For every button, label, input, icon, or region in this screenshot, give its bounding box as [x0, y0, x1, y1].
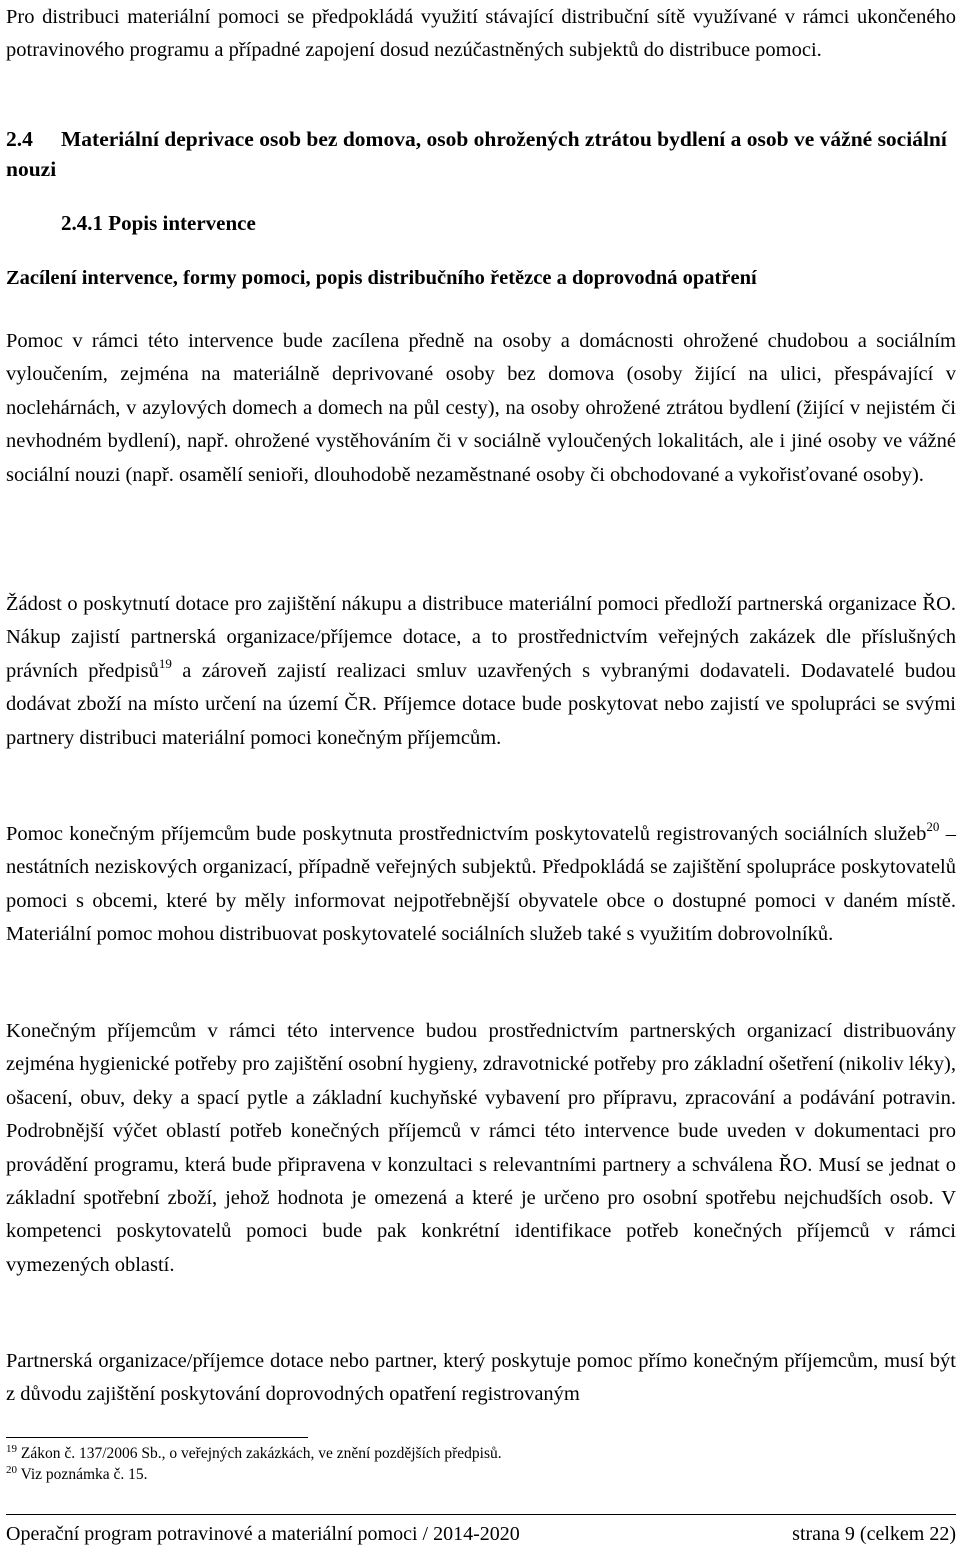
paragraph-aid-delivery — [6, 818, 956, 952]
section-number: 2.4 — [6, 127, 33, 151]
intro-paragraph: Pro distribuci materiální pomoci se předpokládá využití stávající distribuční sítě využívané v rámci ukončeného potravinového programu a případné zapojení dosud nezúčastněných subjektů do distribuce pomoci. — [6, 6, 956, 62]
footnote-ref-19[interactable]: 19 — [158, 655, 172, 671]
paragraph-text: Žádost o poskytnutí dotace pro zajištění nákupu a distribuce materiální pomoci předloží partnerská organizace ŘO. Nákup zajistí partnerská organizace/příjemce dotace, a to prostřednictvím veřejných zakázek dle příslušných právních předpisů — [6, 593, 956, 682]
paragraph-target-groups: Pomoc v rámci této intervence bude zacílena předně na osoby a domácnosti ohrožené chudobou a sociálním vyloučením, zejména na materiálně deprivované osoby bez domova (osoby žijící na ulici, přespávající v noclehárnách, v azylových domech a domech na půl cesty), na osoby ohrožené ztrátou bydlení (žijící v nejistém či nevhodném bydlení), např. ohrožené vystěhováním či v sociálně vyloučených lokalitách, ale i jiné osoby ve vážné sociální nouzi (např. osamělí senioři, dlouhodobě nezaměstnané osoby či obchodované a vykořisťované osoby). — [6, 330, 956, 486]
paragraph-grant-application — [6, 588, 956, 755]
section-title: Materiální deprivace osob bez domova, osob ohrožených ztrátou bydlení a osob ve vážné sociální nouzi — [6, 127, 947, 181]
paragraph-distributed-goods: Konečným příjemcům v rámci této intervence budou prostřednictvím partnerských organizací distribuovány zejména hygienické potřeby pro zajištění osobní hygieny, zdravotnické potřeby pro základní ošetření (nikoliv léky), ošacení, obuv, deky a spací pytle a základní kuchyňské vybavení pro přípravu, zpracování a podávání potravin. Podrobnější výčet oblastí potřeb konečných příjemců v rámci této intervence bude uveden v dokumentaci pro provádění programu, která bude připravena v konzultaci s relevantními partnery a schválena ŘO. Musí se jednat o základní spotřební zboží, jehož hodnota je omezená a které je určeno pro osobní spotřebu nejchudších osob. V kompetenci poskytovatelů pomoci bude pak konkrétní identifikace potřeb konečných příjemců v rámci vymezených oblastí. — [6, 1020, 956, 1276]
footer-page-number: strana 9 (celkem 22) — [792, 1523, 956, 1545]
footnote-19 — [6, 1443, 956, 1464]
footnote-number: 20 — [6, 1464, 17, 1476]
footnote-number: 19 — [6, 1443, 17, 1455]
footnote-separator — [6, 1437, 308, 1438]
subsection-number: 2.4.1 — [61, 211, 103, 235]
footnote-text: Viz poznámka č. 15. — [20, 1466, 148, 1483]
footnote-ref-20[interactable]: 20 — [926, 819, 940, 834]
paragraph-text: a zároveň zajistí realizaci smluv uzavřených s vybranými dodavateli. Dodavatelé budou dodávat zboží na místo určení na území ČR. Příjemce dotace bude poskytovat nebo zajistí ve spolupráci se svými partnery distribuci materiální pomoci konečným příjemcům. — [6, 659, 956, 749]
footnote-20 — [6, 1464, 956, 1485]
page-footer — [6, 1520, 956, 1548]
subheading: Zacílení intervence, formy pomoci, popis distribučního řetězce a doprovodná opatření — [6, 267, 757, 289]
paragraph-text: – nestátních neziskových organizací, případně veřejných subjektů. Předpokládá se zajištění spolupráce poskytovatelů pomoci s obcemi, které by měly informovat nejpotřebnější obyvatele obce o dostupné pomoci v daném místě. Materiální pomoc mohou distribuovat poskytovatelé sociálních služeb také s využitím dobrovolníků. — [6, 823, 956, 946]
footnotes — [6, 1443, 956, 1485]
section-heading — [6, 124, 956, 184]
footnote-text: Zákon č. 137/2006 Sb., o veřejných zakázkách, ve znění pozdějších předpisů. — [20, 1445, 502, 1462]
paragraph-partner-organization: Partnerská organizace/příjemce dotace nebo partner, který poskytuje pomoc přímo konečným příjemcům, musí být z důvodu zajištění poskytování doprovodných opatření registrovaným — [6, 1350, 956, 1406]
paragraph-text: Pomoc konečným příjemcům bude poskytnuta prostřednictvím poskytovatelů registrovaných sociálních služeb — [6, 823, 927, 845]
subsection-heading — [61, 208, 256, 238]
footer-program-title: Operační program potravinové a materiální pomoci / 2014-2020 — [6, 1523, 520, 1545]
subsection-title: Popis intervence — [108, 211, 256, 235]
footer-separator — [6, 1514, 956, 1515]
